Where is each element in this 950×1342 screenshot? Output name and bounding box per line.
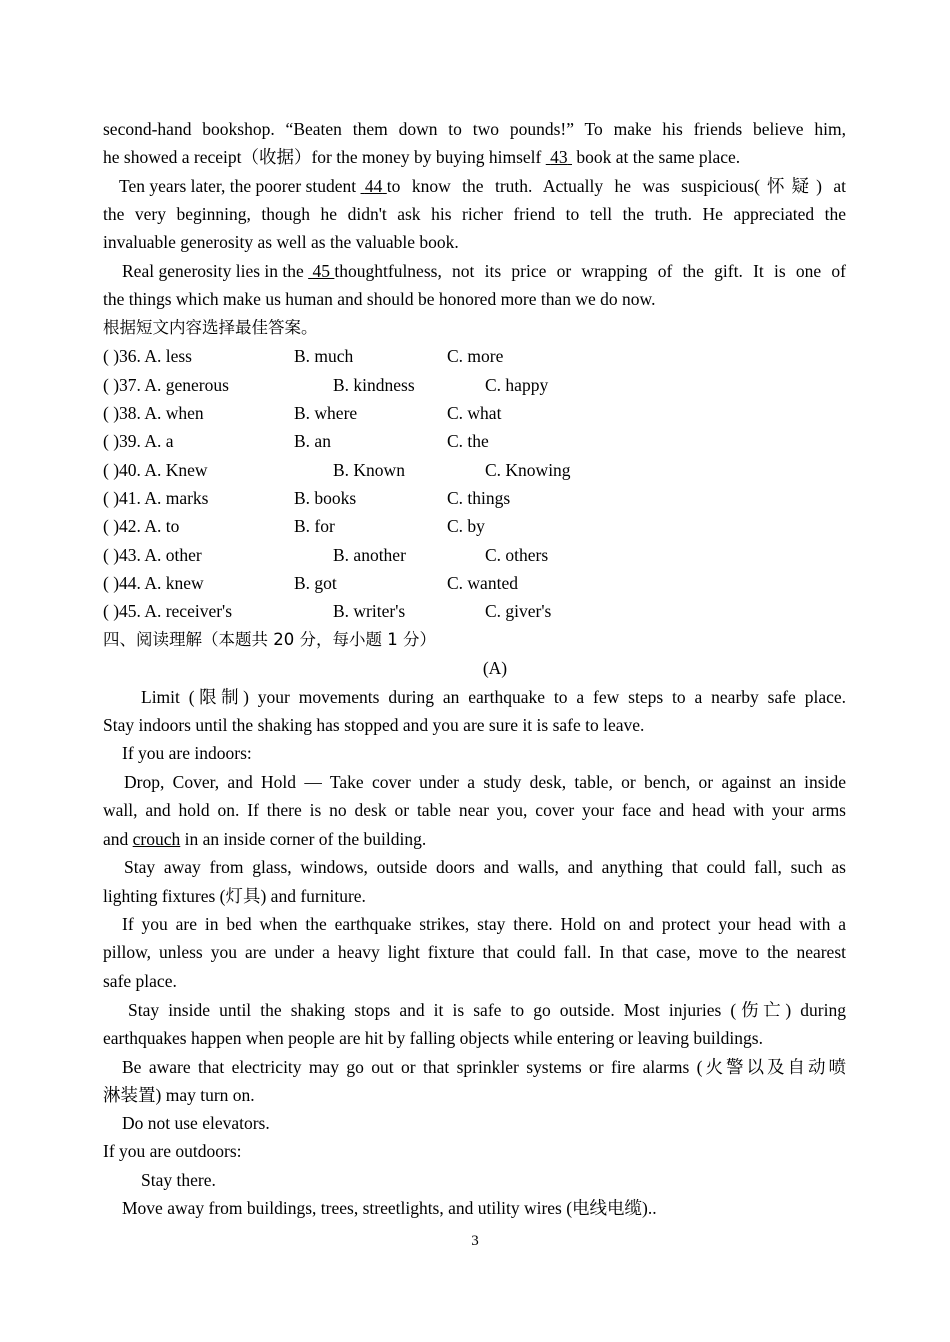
document-page: second-hand bookshop. “Beaten them down to two pounds!” To make his friends believe him, he showed a receipt（收据）for the money by buying himself 43 book at the same place. Ten years later, the poorer student 44 to know the truth. Actually he was suspicious(怀疑) at the very beginning, though he didn't ask his richer friend to tell the truth. He appreciated the invaluable generosity as well as the valuable book. Real generosity lies in the 45 thoughtfulness, not its price or wrapping of the gift. It is one of the things which make us human and should be honored more than we do now. 根据短文内容选择最佳答案。 ( )36. A. less B. much C. more ( )37. A. generous B. kindness C. happy ( )38. A. when B. where C. what ( )39. A. a B. an C. the ( )40. A. Knew B. Known C. Knowing ( )41. A. marks B. books C. things ( )42. A. to B. for C. by ( )43. A. other B. another C. others ( )44. A. knew B. got C. wanted ( )45. A. receiver's B. writer's C. giver's 四、阅读理解（本题共 20 分，每小题 1 分） (A) Limit (限制) your movements during an earthquake to a few steps to a nearby safe place. Stay indoors until the shaking has stopped and you are sure it is safe to leave. If you are indoors: Drop, Cover, and Hold — Take cover under a study desk, table, or bench, or against an inside wall, and hold on. If there is no desk or table near you, cover your face and head with your arms and crouch in an inside corner of the building. Stay away from glass, windows, outside doors and walls, and anything that could fall, such as lighting fixtures (灯具) and furniture. If you are in bed when the earthquake strikes, stay there. Hold on and protect your head with a pillow, unless you are under a heavy light fixture that could fall. In that case, move to the nearest safe place. Stay inside until the shaking stops and it is safe to go outside. Most injuries (伤亡) during earthquakes happen when people are hit by falling objects while entering or leaving buildings. Be aware that electricity may go out or that sprinkler systems or fire alarms (火警以及自动喷 淋装置) may turn on. Do not use elevators. If you are outdoors: Stay there. Move away from buildings, trees, streetlights, and utility wires (电线电缆).. 3 [0, 0, 950, 1342]
reading-line: Stay there. [141, 1170, 216, 1190]
reading-line: Stay away from glass, windows, outside doors and walls, and anything that could fall, such as [124, 857, 846, 877]
reading-line: earthquakes happen when people are hit by falling objects while entering or leaving buildings. [103, 1028, 763, 1048]
reading-line: Do not use elevators. [122, 1113, 270, 1133]
passage-text: he showed a receipt（收据）for the money by buying himself [103, 147, 546, 167]
passage-line: second-hand bookshop. “Beaten them down to two pounds!” To make his friends believe him, [103, 119, 846, 139]
passage-line [122, 260, 846, 282]
reading-line: wall, and hold on. If there is no desk or table near you, cover your face and head with your arms [103, 800, 846, 820]
reading-subheading: If you are indoors: [122, 743, 252, 763]
reading-line: Be aware that electricity may go out or that sprinkler systems or fire alarms (火警以及自动喷 [122, 1057, 846, 1077]
passage-text: Real generosity lies in the [122, 261, 309, 281]
page-number: 3 [471, 1233, 479, 1249]
section-a-title: (A) [482, 658, 508, 678]
reading-line: Move away from buildings, trees, streetlights, and utility wires (电线电缆).. [122, 1198, 657, 1218]
blank-45: 45 [312, 261, 331, 281]
underlined-word-crouch: crouch [132, 829, 181, 849]
blank-44: 44 [364, 176, 383, 196]
passage-text: Ten years later, the poorer student [119, 176, 361, 196]
passage-line: the very beginning, though he didn't ask his richer friend to tell the truth. He appreciated the [103, 204, 846, 224]
reading-line: and crouch in an inside corner of the building. [103, 829, 427, 849]
reading-line: Stay indoors until the shaking has stopped and you are sure it is safe to leave. [103, 715, 645, 735]
reading-line: pillow, unless you are under a heavy light fixture that could fall. In that case, move to the nearest [103, 942, 846, 962]
blank-43: 43 [550, 147, 568, 167]
passage-text: book at the same place. [572, 147, 741, 167]
passage-line: the things which make us human and should be honored more than we do now. [103, 289, 656, 309]
reading-subheading: If you are outdoors: [103, 1141, 242, 1161]
reading-line: 淋装置) may turn on. [103, 1085, 255, 1105]
passage-text: to know the truth. Actually he was suspicious(怀疑) at [386, 176, 846, 196]
passage-line: invaluable generosity as well as the valuable book. [103, 232, 459, 252]
reading-line: Drop, Cover, and Hold — Take cover under a study desk, table, or bench, or against an inside [124, 772, 846, 792]
reading-line: Stay inside until the shaking stops and it is safe to go outside. Most injuries (伤亡) during [128, 1000, 846, 1020]
reading-line: Limit (限制) your movements during an earthquake to a few steps to a nearby safe place. [141, 687, 846, 707]
passage-line [103, 146, 846, 168]
instruction: 根据短文内容选择最佳答案。 [103, 318, 318, 337]
section-header: 四、阅读理解（本题共 20 分，每小题 1 分） [103, 630, 436, 649]
reading-line: If you are in bed when the earthquake strikes, stay there. Hold on and protect your head with a [122, 914, 846, 934]
passage-line [119, 175, 846, 197]
passage-text: thoughtfulness, not its price or wrapping of the gift. It is one of [334, 261, 846, 281]
reading-line: lighting fixtures (灯具) and furniture. [103, 886, 366, 906]
reading-line: safe place. [103, 971, 177, 991]
